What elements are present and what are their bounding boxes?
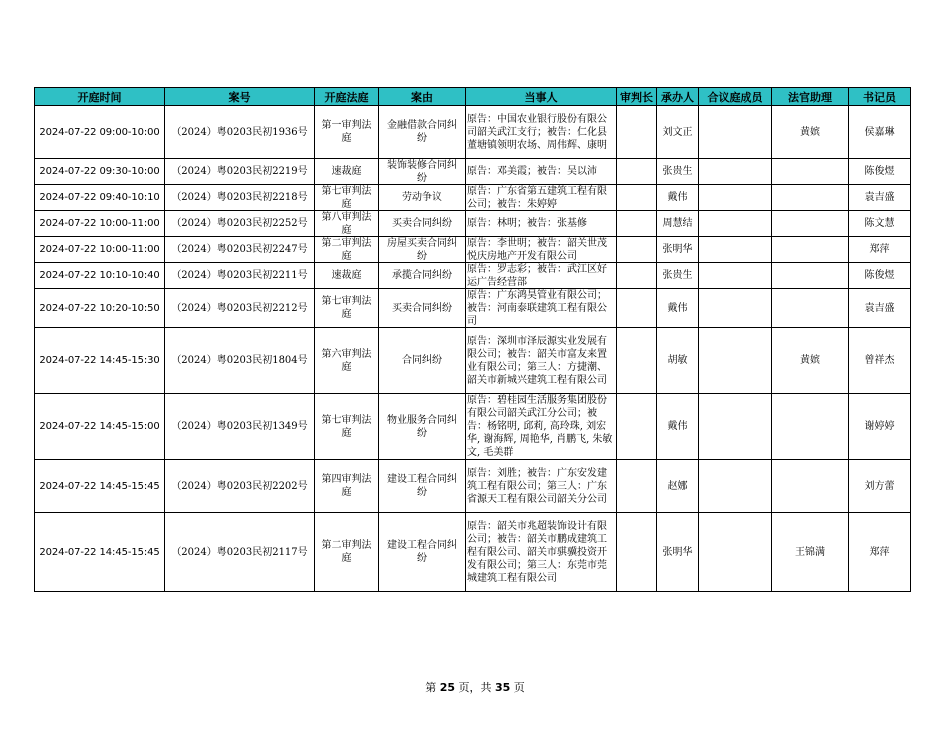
cell-presiding-judge bbox=[617, 106, 657, 159]
cell-assistant bbox=[772, 185, 849, 211]
cell-panel bbox=[699, 185, 772, 211]
cell-assistant bbox=[772, 460, 849, 513]
cell-presiding-judge bbox=[617, 159, 657, 185]
cell-assistant bbox=[772, 263, 849, 289]
footer-middle: 页，共 bbox=[455, 681, 495, 694]
cell-time: 2024-07-22 10:20-10:50 bbox=[35, 289, 165, 328]
cell-presiding-judge bbox=[617, 237, 657, 263]
cell-case-no: （2024）粤0203民初2202号 bbox=[165, 460, 315, 513]
cell-panel bbox=[699, 513, 772, 592]
cell-undertaker: 戴伟 bbox=[657, 185, 699, 211]
cell-court: 第七审判法庭 bbox=[315, 394, 379, 460]
table-row bbox=[35, 460, 911, 513]
footer-prefix: 第 bbox=[425, 681, 440, 694]
col-header-time: 开庭时间 bbox=[35, 88, 165, 106]
footer-suffix: 页 bbox=[510, 681, 525, 694]
table-row bbox=[35, 394, 911, 460]
cell-parties: 原告：邓美霞；被告：吴以沛 bbox=[466, 159, 617, 185]
cell-court: 第一审判法庭 bbox=[315, 106, 379, 159]
cell-assistant bbox=[772, 211, 849, 237]
cell-panel bbox=[699, 211, 772, 237]
cell-cause: 承揽合同纠纷 bbox=[379, 263, 466, 289]
cell-time: 2024-07-22 10:10-10:40 bbox=[35, 263, 165, 289]
table-row bbox=[35, 211, 911, 237]
cell-panel bbox=[699, 289, 772, 328]
cell-clerk: 陈俊煜 bbox=[849, 263, 911, 289]
cell-cause: 买卖合同纠纷 bbox=[379, 289, 466, 328]
cell-presiding-judge bbox=[617, 394, 657, 460]
cell-time: 2024-07-22 14:45-15:30 bbox=[35, 328, 165, 394]
cell-presiding-judge bbox=[617, 211, 657, 237]
cell-case-no: （2024）粤0203民初1349号 bbox=[165, 394, 315, 460]
cell-presiding-judge bbox=[617, 460, 657, 513]
cell-court: 第二审判法庭 bbox=[315, 513, 379, 592]
cell-panel bbox=[699, 237, 772, 263]
cell-clerk: 郑萍 bbox=[849, 513, 911, 592]
cell-assistant: 黄嫔 bbox=[772, 328, 849, 394]
cell-cause: 金融借款合同纠纷 bbox=[379, 106, 466, 159]
cell-cause: 物业服务合同纠纷 bbox=[379, 394, 466, 460]
cell-clerk: 曾祥杰 bbox=[849, 328, 911, 394]
cell-undertaker: 张明华 bbox=[657, 237, 699, 263]
cell-time: 2024-07-22 10:00-11:00 bbox=[35, 237, 165, 263]
cell-presiding-judge bbox=[617, 328, 657, 394]
cell-parties: 原告：罗志彩；被告：武江区好运广告经营部 bbox=[466, 263, 617, 289]
table-row bbox=[35, 185, 911, 211]
cell-panel bbox=[699, 263, 772, 289]
table-row bbox=[35, 289, 911, 328]
cell-parties: 原告：深圳市泽辰源实业发展有限公司；被告：韶关市富友来置业有限公司；第三人：方捷潮、韶关市新城兴建筑工程有限公司 bbox=[466, 328, 617, 394]
cell-undertaker: 刘文正 bbox=[657, 106, 699, 159]
cell-undertaker: 赵娜 bbox=[657, 460, 699, 513]
cell-parties: 原告：广东省第五建筑工程有限公司；被告：朱婷婷 bbox=[466, 185, 617, 211]
cell-clerk: 谢婷婷 bbox=[849, 394, 911, 460]
cell-court: 第七审判法庭 bbox=[315, 185, 379, 211]
cell-assistant bbox=[772, 394, 849, 460]
cell-court: 第六审判法庭 bbox=[315, 328, 379, 394]
table-row bbox=[35, 328, 911, 394]
cell-panel bbox=[699, 328, 772, 394]
page-footer bbox=[0, 679, 950, 695]
cell-panel bbox=[699, 460, 772, 513]
table-row bbox=[35, 106, 911, 159]
cell-assistant bbox=[772, 237, 849, 263]
cell-undertaker: 戴伟 bbox=[657, 394, 699, 460]
table-row bbox=[35, 263, 911, 289]
cell-clerk: 郑萍 bbox=[849, 237, 911, 263]
cell-undertaker: 周慧结 bbox=[657, 211, 699, 237]
cell-undertaker: 戴伟 bbox=[657, 289, 699, 328]
cell-case-no: （2024）粤0203民初2247号 bbox=[165, 237, 315, 263]
cell-parties: 原告：林明；被告：张基修 bbox=[466, 211, 617, 237]
cell-case-no: （2024）粤0203民初2211号 bbox=[165, 263, 315, 289]
cell-presiding-judge bbox=[617, 263, 657, 289]
current-page-number: 25 bbox=[439, 681, 455, 694]
cell-panel bbox=[699, 106, 772, 159]
cell-court: 速裁庭 bbox=[315, 159, 379, 185]
cell-case-no: （2024）粤0203民初2219号 bbox=[165, 159, 315, 185]
hearing-schedule-table bbox=[34, 87, 911, 592]
cell-presiding-judge bbox=[617, 289, 657, 328]
cell-cause: 房屋买卖合同纠纷 bbox=[379, 237, 466, 263]
cell-cause: 建设工程合同纠纷 bbox=[379, 513, 466, 592]
cell-clerk: 陈文慧 bbox=[849, 211, 911, 237]
col-header-presiding-judge: 审判长 bbox=[617, 88, 657, 106]
cell-case-no: （2024）粤0203民初1804号 bbox=[165, 328, 315, 394]
cell-court: 第八审判法庭 bbox=[315, 211, 379, 237]
table-header-row bbox=[35, 88, 911, 106]
cell-presiding-judge bbox=[617, 513, 657, 592]
cell-cause: 合同纠纷 bbox=[379, 328, 466, 394]
cell-cause: 劳动争议 bbox=[379, 185, 466, 211]
cell-undertaker: 张贵生 bbox=[657, 159, 699, 185]
table-row bbox=[35, 237, 911, 263]
cell-court: 速裁庭 bbox=[315, 263, 379, 289]
cell-parties: 原告：中国农业银行股份有限公司韶关武江支行；被告：仁化县董塘镇领明农场、周伟辉、康明 bbox=[466, 106, 617, 159]
cell-case-no: （2024）粤0203民初2117号 bbox=[165, 513, 315, 592]
cell-time: 2024-07-22 09:30-10:00 bbox=[35, 159, 165, 185]
cell-clerk: 刘方蕾 bbox=[849, 460, 911, 513]
cell-clerk: 陈俊煜 bbox=[849, 159, 911, 185]
col-header-assistant: 法官助理 bbox=[772, 88, 849, 106]
cell-assistant bbox=[772, 159, 849, 185]
cell-court: 第四审判法庭 bbox=[315, 460, 379, 513]
col-header-case-no: 案号 bbox=[165, 88, 315, 106]
cell-cause: 装饰装修合同纠纷 bbox=[379, 159, 466, 185]
cell-time: 2024-07-22 09:00-10:00 bbox=[35, 106, 165, 159]
cell-presiding-judge bbox=[617, 185, 657, 211]
cell-cause: 建设工程合同纠纷 bbox=[379, 460, 466, 513]
cell-clerk: 侯嘉琳 bbox=[849, 106, 911, 159]
cell-time: 2024-07-22 14:45-15:45 bbox=[35, 460, 165, 513]
cell-parties: 原告：刘胜；被告：广东安发建筑工程有限公司；第三人：广东省源天工程有限公司韶关分公司 bbox=[466, 460, 617, 513]
col-header-undertaker: 承办人 bbox=[657, 88, 699, 106]
cell-case-no: （2024）粤0203民初2212号 bbox=[165, 289, 315, 328]
col-header-cause: 案由 bbox=[379, 88, 466, 106]
col-header-parties: 当事人 bbox=[466, 88, 617, 106]
cell-undertaker: 张明华 bbox=[657, 513, 699, 592]
cell-time: 2024-07-22 14:45-15:00 bbox=[35, 394, 165, 460]
cell-court: 第二审判法庭 bbox=[315, 237, 379, 263]
cell-parties: 原告：碧桂园生活服务集团股份有限公司韶关武江分公司；被告：杨铭明, 邱莉, 高玲珠, 刘宏华, 谢海辉, 周艳华, 肖鹏飞, 朱敏文, 毛美群 bbox=[466, 394, 617, 460]
total-pages-number: 35 bbox=[495, 681, 511, 694]
cell-time: 2024-07-22 09:40-10:10 bbox=[35, 185, 165, 211]
col-header-court: 开庭法庭 bbox=[315, 88, 379, 106]
cell-case-no: （2024）粤0203民初1936号 bbox=[165, 106, 315, 159]
cell-case-no: （2024）粤0203民初2218号 bbox=[165, 185, 315, 211]
cell-assistant: 王锦满 bbox=[772, 513, 849, 592]
cell-panel bbox=[699, 159, 772, 185]
cell-parties: 原告：韶关市兆超装饰设计有限公司；被告：韶关市鹏成建筑工程有限公司、韶关市骐骥投资开发有限公司；第三人：东莞市莞城建筑工程有限公司 bbox=[466, 513, 617, 592]
cell-panel bbox=[699, 394, 772, 460]
col-header-clerk: 书记员 bbox=[849, 88, 911, 106]
table-row bbox=[35, 159, 911, 185]
cell-cause: 买卖合同纠纷 bbox=[379, 211, 466, 237]
cell-assistant bbox=[772, 289, 849, 328]
cell-time: 2024-07-22 14:45-15:45 bbox=[35, 513, 165, 592]
col-header-panel: 合议庭成员 bbox=[699, 88, 772, 106]
cell-time: 2024-07-22 10:00-11:00 bbox=[35, 211, 165, 237]
cell-court: 第七审判法庭 bbox=[315, 289, 379, 328]
cell-clerk: 袁吉盛 bbox=[849, 185, 911, 211]
cell-undertaker: 胡敏 bbox=[657, 328, 699, 394]
cell-undertaker: 张贵生 bbox=[657, 263, 699, 289]
cell-parties: 原告：广东鸿昊管业有限公司；被告：河南泰联建筑工程有限公司 bbox=[466, 289, 617, 328]
cell-parties: 原告：李世明；被告：韶关世茂悦庆房地产开发有限公司 bbox=[466, 237, 617, 263]
cell-clerk: 袁吉盛 bbox=[849, 289, 911, 328]
cell-case-no: （2024）粤0203民初2252号 bbox=[165, 211, 315, 237]
cell-assistant: 黄嫔 bbox=[772, 106, 849, 159]
table-row bbox=[35, 513, 911, 592]
